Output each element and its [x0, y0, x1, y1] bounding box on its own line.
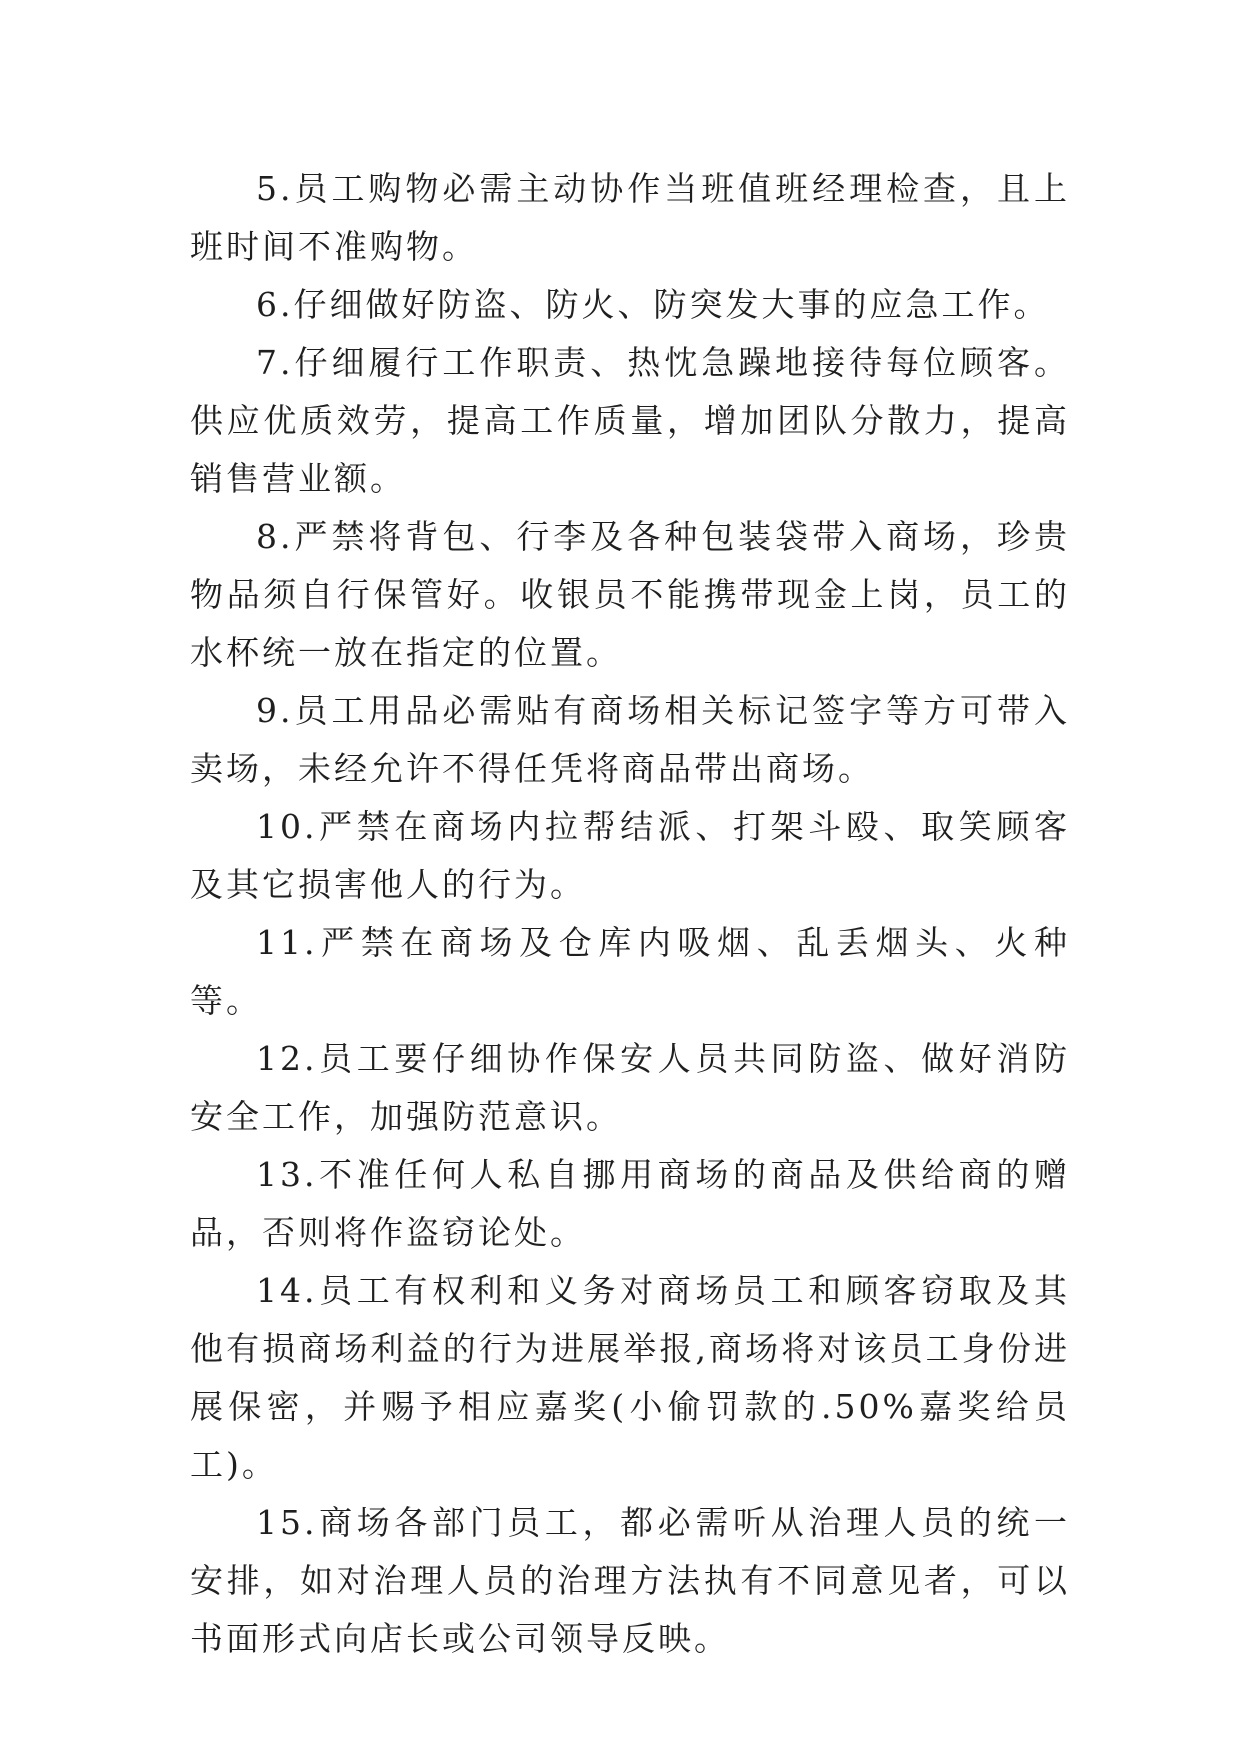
paragraph-rule-6: 6.仔细做好防盗、防火、防突发大事的应急工作。 [256, 285, 1050, 324]
paragraph-rule-13: 13.不准任何人私自挪用商场的商品及供给商的赠品，否则将作盗窃论处。 [190, 1155, 1070, 1252]
paragraph-rule-8: 8.严禁将背包、行李及各种包装袋带入商场，珍贵物品须自行保管好。收银员不能携带现金上岗，员工的水杯统一放在指定的位置。 [190, 517, 1070, 672]
paragraph-rule-10: 10.严禁在商场内拉帮结派、打架斗殴、取笑顾客及其它损害他人的行为。 [190, 807, 1070, 904]
paragraph-rule-12: 12.员工要仔细协作保安人员共同防盗、做好消防安全工作，加强防范意识。 [190, 1039, 1070, 1136]
paragraph-rule-11: 11.严禁在商场及仓库内吸烟、乱丢烟头、火种等。 [190, 923, 1070, 1020]
paragraph-rule-9: 9.员工用品必需贴有商场相关标记签字等方可带入卖场，未经允许不得任凭将商品带出商场。 [190, 691, 1070, 788]
paragraph-rule-5: 5.员工购物必需主动协作当班值班经理检查，且上班时间不准购物。 [190, 169, 1070, 266]
paragraph-rule-14: 14.员工有权利和义务对商场员工和顾客窃取及其他有损商场利益的行为进展举报,商场将对该员工身份进展保密，并赐予相应嘉奖(小偷罚款的.50%嘉奖给员工)。 [190, 1271, 1070, 1484]
paragraph-rule-15: 15.商场各部门员工，都必需听从治理人员的统一安排，如对治理人员的治理方法执有不同意见者，可以书面形式向店长或公司领导反映。 [190, 1503, 1070, 1658]
document-body [190, 160, 1070, 1668]
paragraph-rule-7: 7.仔细履行工作职责、热忱急躁地接待每位顾客。供应优质效劳，提高工作质量，增加团队分散力，提高销售营业额。 [190, 343, 1070, 498]
